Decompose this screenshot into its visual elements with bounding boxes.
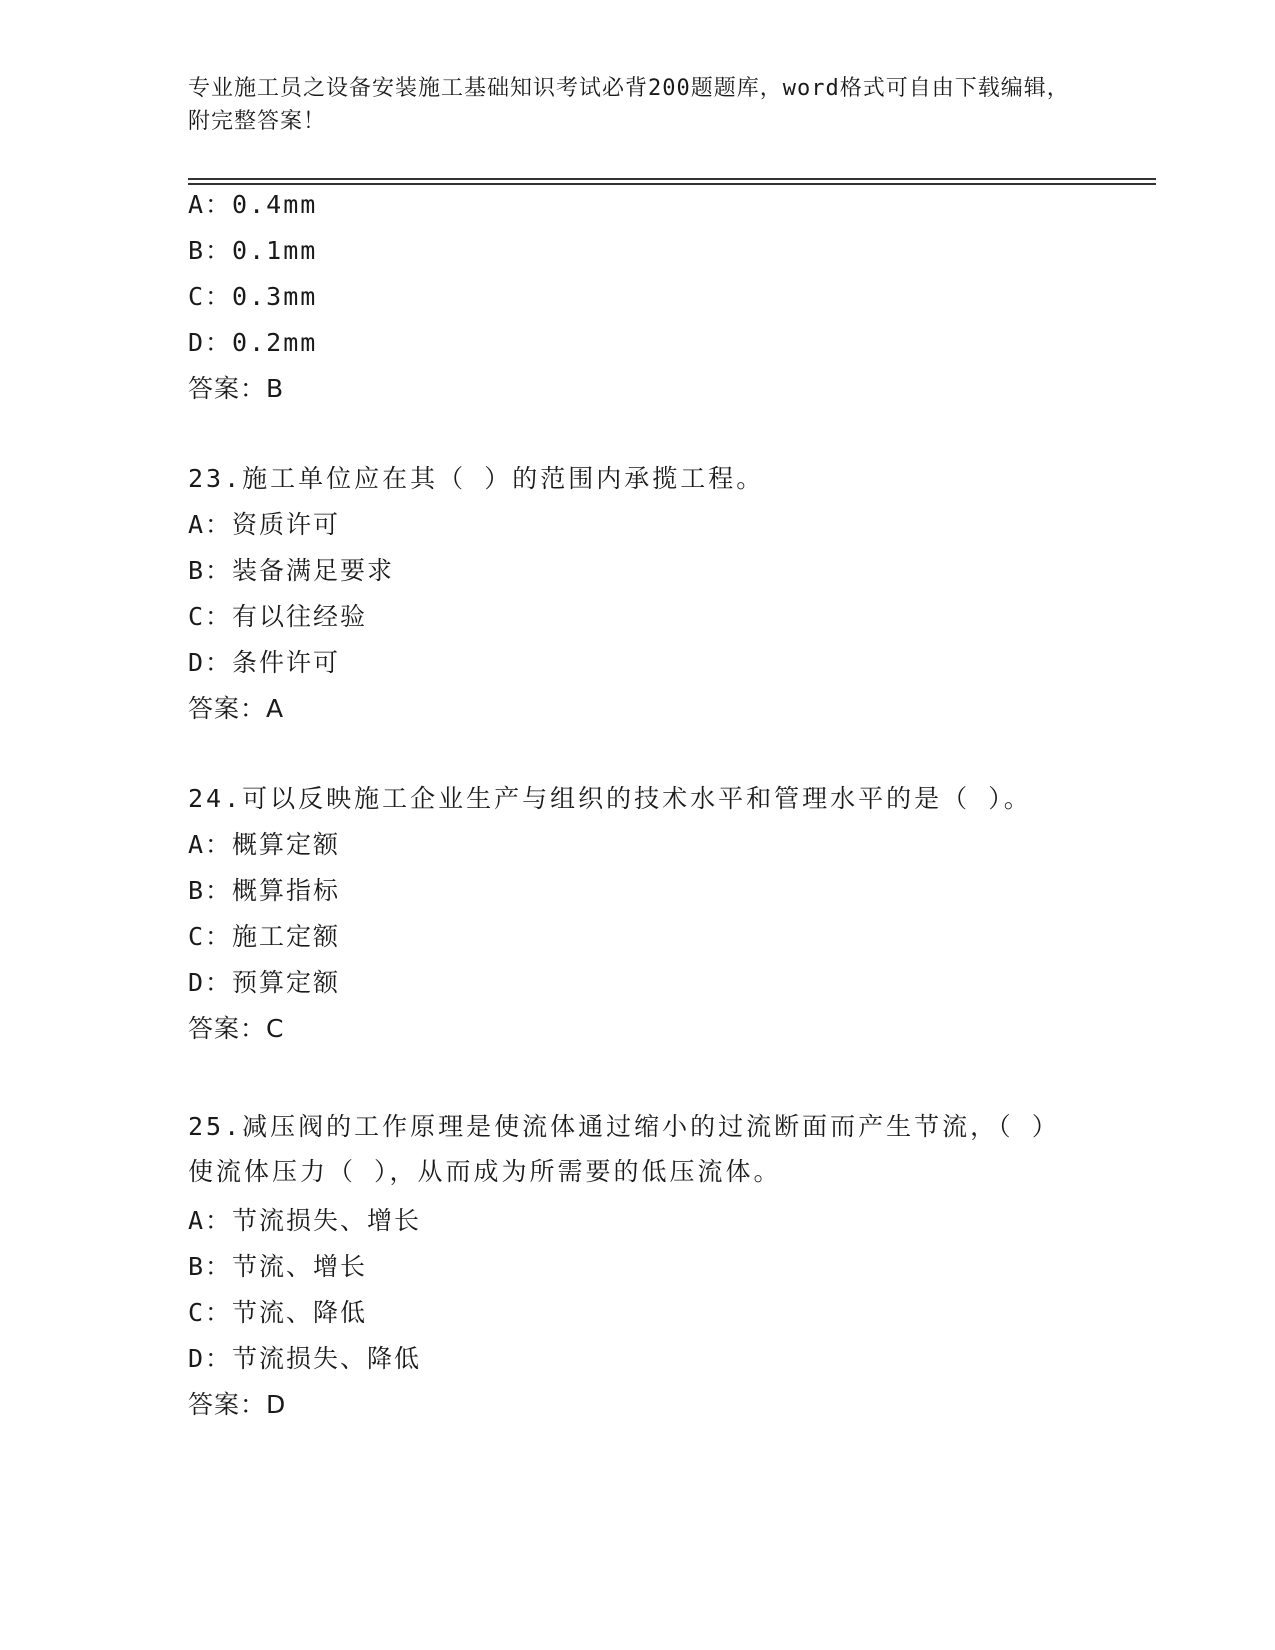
option-a: A：资质许可 xyxy=(188,510,341,539)
question-stem: 24.可以反映施工企业生产与组织的技术水平和管理水平的是（ ）。 xyxy=(188,784,1032,813)
header-divider-second xyxy=(188,183,1156,185)
option-b: B：概算指标 xyxy=(188,876,341,905)
option-b: B：装备满足要求 xyxy=(188,556,395,585)
question-stem: 23.施工单位应在其（ ）的范围内承揽工程。 xyxy=(188,464,765,493)
question-list xyxy=(188,190,1088,1420)
option-c: C：有以往经验 xyxy=(188,602,368,631)
question-25 xyxy=(188,1104,1088,1420)
option-a: A：节流损失、增长 xyxy=(188,1206,422,1235)
document-header: 专业施工员之设备安装施工基础知识考试必背200题题库，word格式可自由下载编辑，附完整答案！ xyxy=(188,76,1070,134)
option-c: C：节流、降低 xyxy=(188,1298,368,1327)
option-b: B：节流、增长 xyxy=(188,1252,368,1281)
option-d: D：0.2mm xyxy=(188,328,318,357)
option-a: A：概算定额 xyxy=(188,830,341,859)
question-stem: 25.减压阀的工作原理是使流体通过缩小的过流断面而产生节流，（ ）使流体压力（ ），从而成为所需要的低压流体。 xyxy=(188,1112,1048,1186)
option-c: C：施工定额 xyxy=(188,922,341,951)
option-d: D：预算定额 xyxy=(188,968,341,997)
answer-line: 答案：A xyxy=(188,694,285,723)
option-a: A：0.4mm xyxy=(188,190,318,219)
header-divider xyxy=(188,178,1156,180)
answer-line: 答案：C xyxy=(188,1014,285,1043)
answer-line: 答案：B xyxy=(188,374,285,403)
option-d: D：节流损失、降低 xyxy=(188,1344,422,1373)
question-23 xyxy=(188,464,1088,724)
option-c: C：0.3mm xyxy=(188,282,318,311)
answer-line: 答案：D xyxy=(188,1390,287,1419)
option-d: D：条件许可 xyxy=(188,648,341,677)
option-b: B：0.1mm xyxy=(188,236,318,265)
question-24 xyxy=(188,784,1088,1044)
question-22-continued xyxy=(188,190,1088,404)
